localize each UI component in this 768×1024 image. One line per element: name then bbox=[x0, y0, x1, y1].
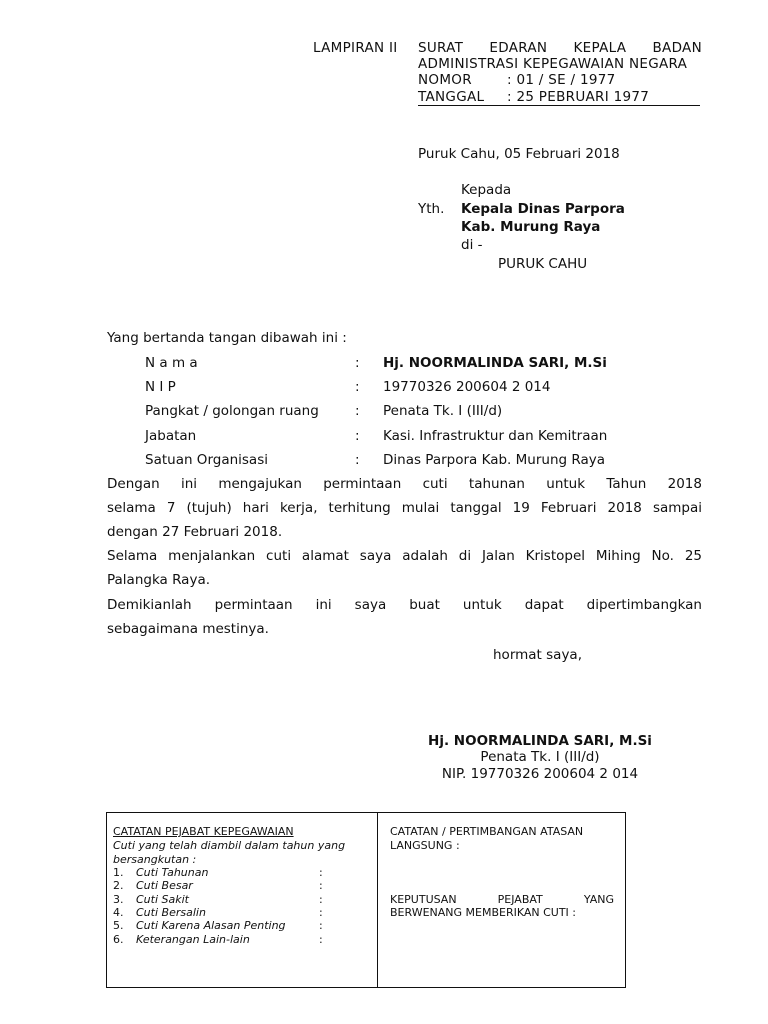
leave-item-label: Keterangan Lain-lain bbox=[136, 933, 250, 946]
field-colon: : bbox=[355, 428, 360, 444]
tanggal-value: : 25 PEBRUARI 1977 bbox=[507, 89, 650, 105]
leave-item-label: Cuti Besar bbox=[136, 879, 193, 892]
right-cell-title-1: CATATAN / PERTIMBANGAN ATASAN bbox=[390, 825, 584, 838]
lampiran-label: LAMPIRAN II bbox=[313, 40, 398, 56]
field-value-pangkat: Penata Tk. I (III/d) bbox=[383, 403, 503, 419]
header-underline bbox=[418, 105, 700, 106]
leave-item-number: 2. bbox=[113, 879, 124, 892]
leave-item-number: 1. bbox=[113, 866, 124, 879]
left-cell-title: CATATAN PEJABAT KEPEGAWAIAN bbox=[113, 825, 294, 838]
right-cell-decision-1: KEPUTUSAN PEJABAT YANG bbox=[390, 893, 614, 906]
field-label-nip: N I P bbox=[145, 379, 176, 395]
field-colon: : bbox=[355, 379, 360, 395]
leave-item-colon: : bbox=[319, 893, 323, 906]
recipient-kepada: Kepada bbox=[461, 182, 512, 198]
recipient-di: di - bbox=[461, 237, 483, 253]
header-word: EDARAN bbox=[489, 40, 548, 56]
paragraph-2-line1: Selama menjalankan cuti alamat saya adalah di Jalan Kristopel Mihing No. 25 bbox=[107, 548, 702, 564]
header-word: KEPALA bbox=[573, 40, 627, 56]
paragraph-1-line1: Dengan ini mengajukan permintaan cuti tahunan untuk Tahun 2018 bbox=[107, 476, 702, 492]
tanggal-label: TANGGAL bbox=[418, 89, 485, 105]
header-word: BADAN bbox=[652, 40, 702, 56]
leave-item-colon: : bbox=[319, 906, 323, 919]
nomor-label: NOMOR bbox=[418, 72, 472, 88]
header-word: SURAT bbox=[418, 40, 464, 56]
recipient-yth: Yth. bbox=[418, 201, 445, 217]
leave-item-number: 3. bbox=[113, 893, 124, 906]
leave-item-label: Cuti Tahunan bbox=[136, 866, 209, 879]
intro-text: Yang bertanda tangan dibawah ini : bbox=[107, 330, 347, 346]
field-colon: : bbox=[355, 355, 360, 371]
left-cell-subtitle-1: Cuti yang telah diambil dalam tahun yang bbox=[113, 839, 346, 852]
field-value-nama: Hj. NOORMALINDA SARI, M.Si bbox=[383, 355, 607, 371]
recipient-line1: Kepala Dinas Parpora bbox=[461, 201, 625, 217]
leave-item-colon: : bbox=[319, 919, 323, 932]
field-colon: : bbox=[355, 403, 360, 419]
leave-item-label: Cuti Karena Alasan Penting bbox=[136, 919, 286, 932]
signature-name: Hj. NOORMALINDA SARI, M.Si bbox=[428, 733, 652, 749]
right-cell-title-2: LANGSUNG : bbox=[390, 839, 460, 852]
place-date: Puruk Cahu, 05 Februari 2018 bbox=[418, 146, 620, 162]
paragraph-2-line2: Palangka Raya. bbox=[107, 572, 211, 588]
recipient-city: PURUK CAHU bbox=[498, 256, 588, 272]
leave-item-label: Cuti Sakit bbox=[136, 893, 189, 906]
leave-item-number: 4. bbox=[113, 906, 124, 919]
signature-nip: NIP. 19770326 200604 2 014 bbox=[441, 766, 639, 782]
signature-rank: Penata Tk. I (III/d) bbox=[480, 749, 600, 765]
leave-item-colon: : bbox=[319, 866, 323, 879]
leave-item-colon: : bbox=[319, 879, 323, 892]
field-label-jabatan: Jabatan bbox=[145, 428, 197, 444]
field-value-nip: 19770326 200604 2 014 bbox=[383, 379, 551, 395]
leave-item-number: 6. bbox=[113, 933, 124, 946]
header-title-line1 bbox=[418, 40, 702, 56]
paragraph-3-line1: Demikianlah permintaan ini saya buat untuk dapat dipertimbangkan bbox=[107, 597, 702, 613]
field-label-pangkat: Pangkat / golongan ruang bbox=[145, 403, 319, 419]
field-value-satuan: Dinas Parpora Kab. Murung Raya bbox=[383, 452, 605, 468]
leave-item-number: 5. bbox=[113, 919, 124, 932]
leave-item-label: Cuti Bersalin bbox=[136, 906, 206, 919]
field-colon: : bbox=[355, 452, 360, 468]
left-cell-subtitle-2: bersangkutan : bbox=[113, 853, 197, 866]
header-title-line2: ADMINISTRASI KEPEGAWAIAN NEGARA bbox=[418, 56, 688, 72]
leave-item-colon: : bbox=[319, 933, 323, 946]
paragraph-1-line3: dengan 27 Februari 2018. bbox=[107, 524, 283, 540]
nomor-value: : 01 / SE / 1977 bbox=[507, 72, 616, 88]
field-label-satuan: Satuan Organisasi bbox=[145, 452, 268, 468]
field-value-jabatan: Kasi. Infrastruktur dan Kemitraan bbox=[383, 428, 608, 444]
closing-text: hormat saya, bbox=[493, 647, 582, 663]
recipient-line2: Kab. Murung Raya bbox=[461, 219, 601, 235]
right-cell-decision-2: BERWENANG MEMBERIKAN CUTI : bbox=[390, 906, 577, 919]
paragraph-1-line2: selama 7 (tujuh) hari kerja, terhitung mulai tanggal 19 Februari 2018 sampai bbox=[107, 500, 702, 516]
field-label-nama: N a m a bbox=[145, 355, 198, 371]
paragraph-3-line2: sebagaimana mestinya. bbox=[107, 621, 269, 637]
